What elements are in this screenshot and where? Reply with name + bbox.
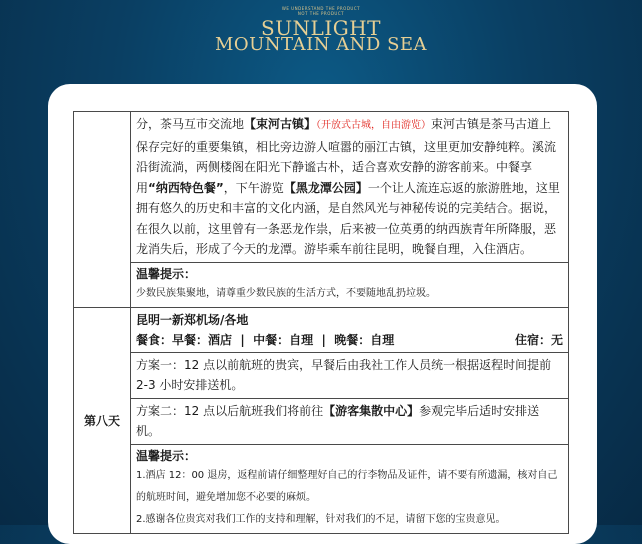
day7-description (136, 114, 563, 260)
brand-tagline (0, 6, 642, 16)
day8-tip-title: 温馨提示： (136, 448, 197, 463)
shuhe-town-label: 【束河古镇】 (244, 117, 317, 131)
day8-tip-cell (131, 444, 569, 533)
brand-title-line-2: MOUNTAIN AND SEA (214, 34, 428, 55)
day7-text-4: 一个让人流连忘返的旅游胜地，这里拥有悠久的历史和丰富的文化内涵，是自然风光与神秘传说的完美结合。据说，在很久以前，这里曾有一条恶龙作祟，后来被一位英勇的纳西族青年所降服，恶龙消失后，形成了今天的龙潭。游毕乘车前往昆明，晚餐自理，入住酒店。 (136, 180, 560, 256)
day8-tip-2: 2.感谢各位贵宾对我们工作的支持和理解，针对我们的不足，请留下您的宝贵意见。 (136, 513, 506, 525)
day8-plan1-row (74, 352, 569, 398)
day8-plan1-cell (131, 352, 569, 398)
day7-label-cell (74, 112, 131, 308)
day7-tip-row (74, 262, 569, 307)
day7-row (74, 112, 569, 263)
day8-plan2-row (74, 398, 569, 444)
shuhe-town-note: （开放式古城，自由游览） (316, 120, 432, 131)
day7-text-2: 束河古镇是茶马古道上保存完好的重要集镇，相比旁边游人喧嚣的丽江古镇，这里更加安静纯粹。溪流沿街流淌，两侧楼阁在阳光下静谧古朴，适合喜欢安静的游客前来。中餐享用 (136, 117, 557, 195)
day8-meals (136, 330, 563, 350)
visitor-center-label: 【游客集散中心】 (323, 403, 420, 418)
brand-tagline-line-1: WE UNDERSTAND THE PRODUCT (281, 6, 361, 11)
naxi-meal-label: “纳西特色餐” (148, 180, 224, 195)
day8-tip-row (74, 444, 569, 533)
day7-text-1: 分，茶马互市交流地 (136, 117, 245, 131)
itinerary-table (73, 111, 569, 534)
day7-tip-title: 温馨提示： (136, 266, 197, 281)
day7-tip-text: 少数民族集聚地，请尊重少数民族的生活方式，不要随地乱扔垃圾。 (136, 287, 436, 299)
day8-plan1: 方案一：12 点以前航班的贵宾，早餐后由我社工作人员统一根据返程时间提前 2-3 小时安排送机。 (136, 357, 552, 392)
day8-plan2-text-1: 方案二：12 点以后航班我们将前往 (136, 403, 324, 418)
day8-route-row (74, 307, 569, 352)
day8-plan2-text-2: 参观完毕后适时安排送机。 (136, 403, 540, 438)
black-dragon-pool-label: 【黑龙潭公园】 (283, 180, 368, 195)
day8-lodging-text: 住宿：无 (514, 332, 563, 347)
day8-plan2 (136, 401, 563, 442)
brand-title-line-1: SUNLIGHT (261, 16, 381, 40)
day8-route (136, 310, 563, 330)
day7-text-3: ，下午游览 (223, 180, 284, 195)
day7-description-cell (131, 112, 569, 263)
day8-plan2-cell (131, 398, 569, 444)
day8-tip-1: 1.酒店 12：00 退房，返程前请仔细整理好自己的行李物品及证件，请不要有所遗漏，核对自己的航班时间，避免增加您不必要的麻烦。 (136, 469, 558, 503)
day7-tip-cell (131, 262, 569, 307)
day8-meals-text: 餐食：早餐：酒店 | 中餐：自理 | 晚餐：自理 (136, 332, 395, 347)
day8-route-cell (131, 307, 569, 352)
day8-route-text: 昆明一新郑机场/各地 (136, 312, 249, 327)
brand-tagline-line-2: NOT THE PRODUCT (297, 11, 345, 16)
day8-label-cell: 第八天 (74, 307, 131, 533)
